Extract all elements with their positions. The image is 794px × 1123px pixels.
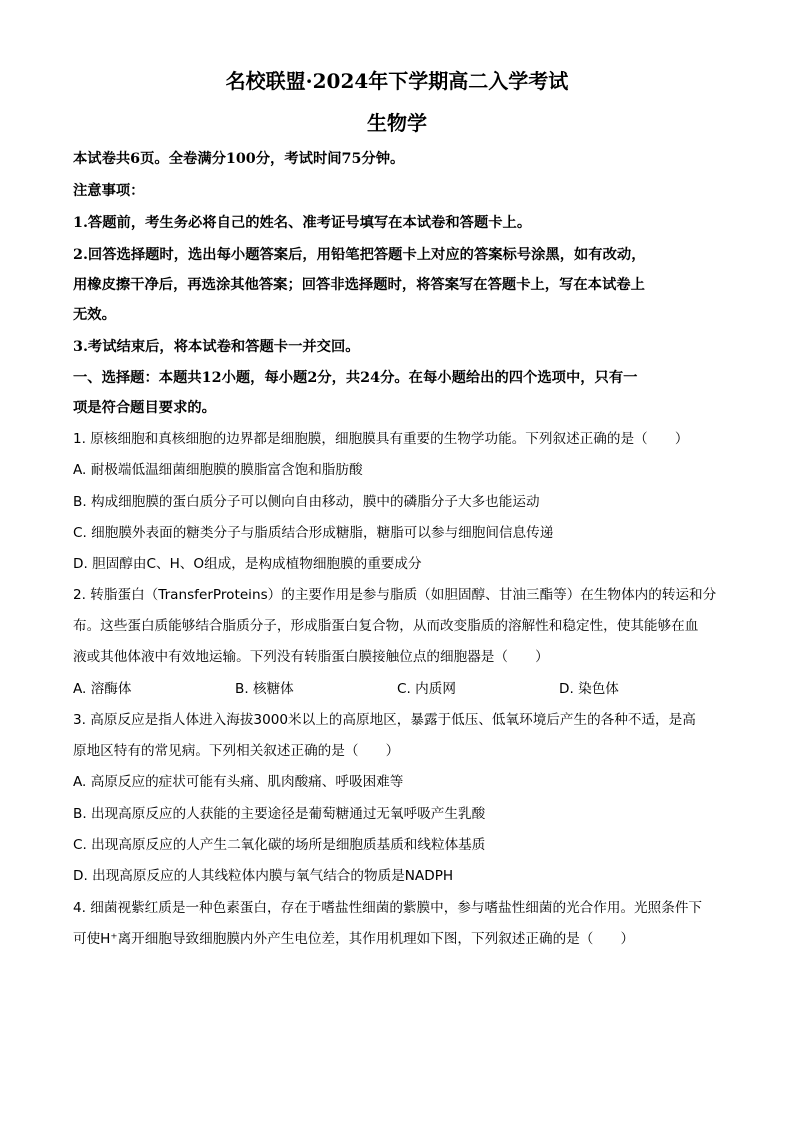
notice-2-line-3: 无效。 xyxy=(73,307,116,323)
question-1-option-a: A. 耐极端低温细菌细胞膜的膜脂富含饱和脂肪酸 xyxy=(73,462,363,478)
question-2-stem-line-3: 液或其他体液中有效地运输。下列没有转脂蛋白膜接触位点的细胞器是（ ） xyxy=(73,649,549,665)
exam-title: 名校联盟·2024年下学期高二入学考试 xyxy=(225,69,569,93)
notice-3: 3.考试结束后，将本试卷和答题卡一并交回。 xyxy=(73,339,360,355)
question-1-option-c: C. 细胞膜外表面的糖类分子与脂质结合形成糖脂，糖脂可以参与细胞间信息传递 xyxy=(73,525,554,541)
question-3-stem-line-2: 原地区特有的常见病。下列相关叙述正确的是（ ） xyxy=(73,743,400,759)
question-2-option-d: D. 染色体 xyxy=(559,681,619,697)
notice-2-line-1: 2.回答选择题时，选出每小题答案后，用铅笔把答题卡上对应的答案标号涂黑，如有改动， xyxy=(73,247,646,263)
question-2-stem-line-1: 2. 转脂蛋白（TransferProteins）的主要作用是参与脂质（如胆固醇、甘油三酯等）在生物体内的转运和分 xyxy=(73,587,717,603)
question-1-stem: 1. 原核细胞和真核细胞的边界都是细胞膜，细胞膜具有重要的生物学功能。下列叙述正确的是（ ） xyxy=(73,431,689,447)
question-3-option-c: C. 出现高原反应的人产生二氧化碳的场所是细胞质基质和线粒体基质 xyxy=(73,837,486,853)
exam-info: 本试卷共6页。全卷满分100分，考试时间75分钟。 xyxy=(73,151,405,167)
question-2-stem-line-2: 布。这些蛋白质能够结合脂质分子，形成脂蛋白复合物，从而改变脂质的溶解性和稳定性，使其能够在血 xyxy=(73,618,699,634)
question-3-option-a: A. 高原反应的症状可能有头痛、肌肉酸痛、呼吸困难等 xyxy=(73,774,404,790)
question-3-stem-line-1: 3. 高原反应是指人体进入海拔3000米以上的高原地区，暴露于低压、低氧环境后产生的各种不适，是高 xyxy=(73,712,696,728)
question-4-stem-line-2: 可使H⁺离开细胞导致细胞膜内外产生电位差，其作用机理如下图，下列叙述正确的是（ ） xyxy=(73,931,635,947)
notice-1: 1.答题前，考生务必将自己的姓名、准考证号填写在本试卷和答题卡上。 xyxy=(73,215,532,231)
section-heading-line-2: 项是符合题目要求的。 xyxy=(73,400,216,416)
subject-title: 生物学 xyxy=(367,111,427,135)
question-2-option-c: C. 内质网 xyxy=(397,681,456,697)
section-heading-line-1: 一、选择题：本题共12小题，每小题2分，共24分。在每小题给出的四个选项中，只有一 xyxy=(73,370,638,386)
notice-2-line-2: 用橡皮擦干净后，再选涂其他答案；回答非选择题时，将答案写在答题卡上，写在本试卷上 xyxy=(73,277,645,293)
question-2-option-a: A. 溶酶体 xyxy=(73,681,132,697)
question-3-option-b: B. 出现高原反应的人获能的主要途径是葡萄糖通过无氧呼吸产生乳酸 xyxy=(73,806,486,822)
question-1-option-b: B. 构成细胞膜的蛋白质分子可以侧向自由移动，膜中的磷脂分子大多也能运动 xyxy=(73,494,540,510)
question-2-options xyxy=(73,679,723,699)
question-1-option-d: D. 胆固醇由C、H、O组成，是构成植物细胞膜的重要成分 xyxy=(73,556,422,572)
notice-heading: 注意事项： xyxy=(73,183,145,199)
question-2-option-b: B. 核糖体 xyxy=(235,681,294,697)
question-3-option-d: D. 出现高原反应的人其线粒体内膜与氧气结合的物质是NADPH xyxy=(73,868,454,884)
question-4-stem-line-1: 4. 细菌视紫红质是一种色素蛋白，存在于嗜盐性细菌的紫膜中，参与嗜盐性细菌的光合作用。光照条件下 xyxy=(73,900,703,916)
